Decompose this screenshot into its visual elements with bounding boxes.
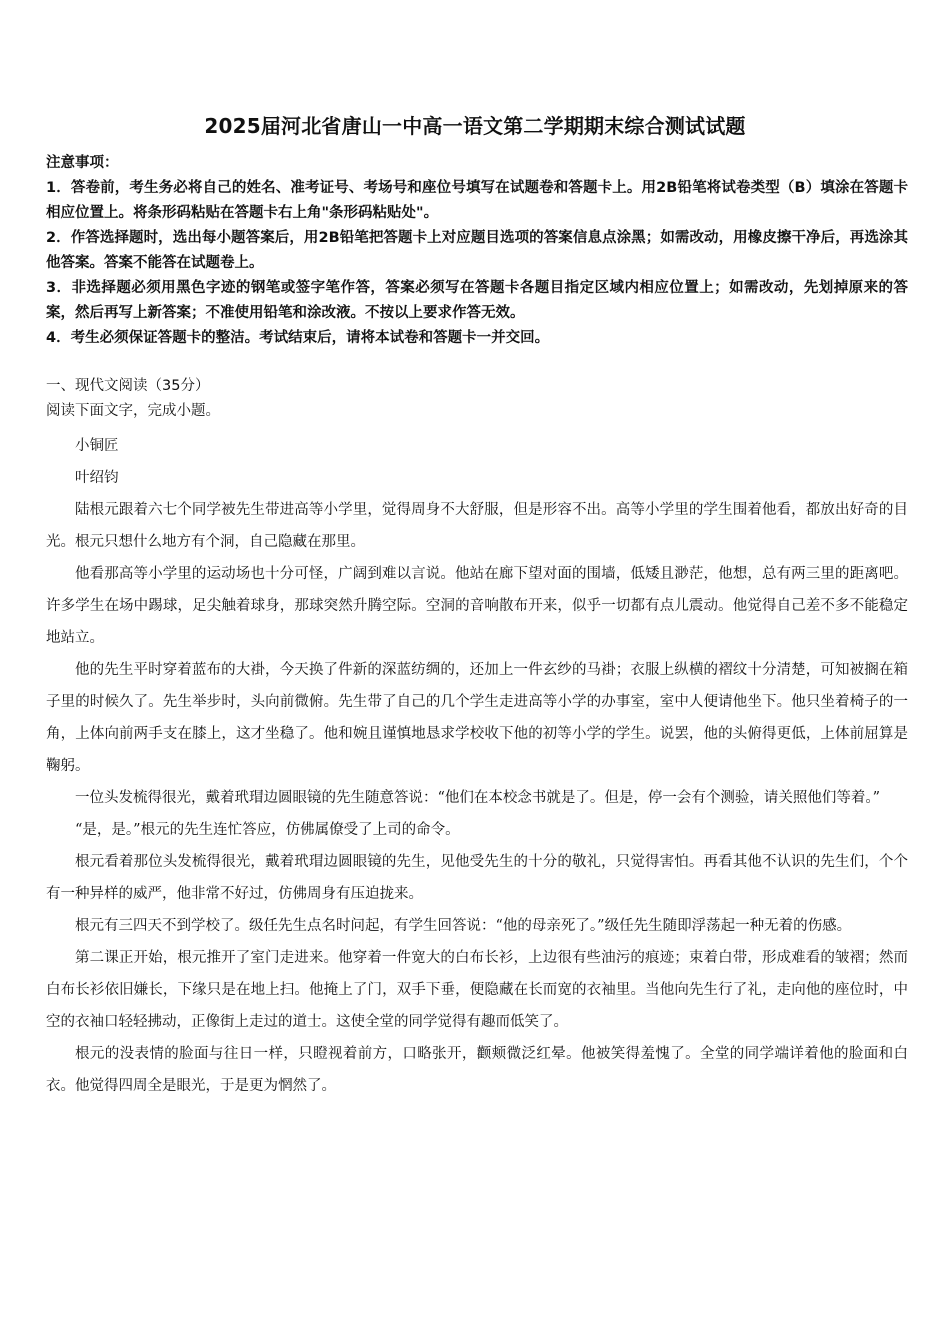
- passage-author: 叶绍钧: [75, 470, 119, 486]
- section-header: [46, 374, 908, 424]
- passage-paragraph: 第二课正开始，根元推开了室门走进来。他穿着一件宽大的白布长衫，上边很有些油污的痕迹；束着白带，形成难看的皱褶；然而白布长衫依旧嫌长，下缘只是在地上扫。他掩上了门，双手下垂，便隐藏在长而宽的衣袖里。当他向先生行了礼，走向他的座位时，中空的衣袖口轻轻拂动，正像街上走过的道士。这使全堂的同学觉得有趣而低笑了。: [46, 950, 908, 1030]
- notice-block: [46, 151, 908, 351]
- notice-item: 4．考生必须保证答题卡的整洁。考试结束后，请将本试卷和答题卡一并交回。: [46, 330, 550, 346]
- notice-item: 2．作答选择题时，选出每小题答案后，用2B铅笔把答题卡上对应题目选项的答案信息点涂黑；如需改动，用橡皮擦干净后，再选涂其他答案。答案不能答在试题卷上。: [46, 230, 908, 271]
- exam-title: 2025届河北省唐山一中高一语文第二学期期末综合测试试题: [204, 114, 746, 138]
- passage-paragraph: 他的先生平时穿着蓝布的大褂，今天换了件新的深蓝纺绸的，还加上一件玄纱的马褂；衣服上纵横的褶纹十分清楚，可知被搁在箱子里的时候久了。先生举步时，头向前微俯。先生带了自己的几个学生走进高等小学的办事室，室中人便请他坐下。他只坐着椅子的一角，上体向前两手支在膝上，这才坐稳了。他和婉且谨慎地恳求学校收下他的初等小学的学生。说罢，他的头俯得更低，上体前屈算是鞠躬。: [46, 662, 908, 774]
- passage-paragraph: 陆根元跟着六七个同学被先生带进高等小学里，觉得周身不大舒服，但是形容不出。高等小学里的学生围着他看，都放出好奇的目光。根元只想什么地方有个洞，自己隐藏在那里。: [46, 502, 908, 550]
- notice-item: 3．非选择题必须用黑色字迹的钢笔或签字笔作答，答案必须写在答题卡各题目指定区域内相应位置上；如需改动，先划掉原来的答案，然后再写上新答案；不准使用铅笔和涂改液。不按以上要求作答无效。: [46, 280, 908, 321]
- passage-paragraph: 根元的没表情的脸面与往日一样，只瞪视着前方，口略张开，颧颊微泛红晕。他被笑得羞愧了。全堂的同学端详着他的脸面和白衣。他觉得四周全是眼光，于是更为惘然了。: [46, 1046, 908, 1094]
- passage-paragraph: 一位头发梳得很光，戴着玳瑁边圆眼镜的先生随意答说：“他们在本校念书就是了。但是，停一会有个测验，请关照他们等着。”: [75, 790, 881, 806]
- passage-title: 小铜匠: [75, 438, 119, 454]
- passage-paragraph: “是，是。”根元的先生连忙答应，仿佛属僚受了上司的命令。: [75, 822, 460, 838]
- notice-heading: 注意事项：: [46, 155, 119, 171]
- notice-item: 1．答卷前，考生务必将自己的姓名、准考证号、考场号和座位号填写在试题卷和答题卡上。用2B铅笔将试卷类型（B）填涂在答题卡相应位置上。将条形码粘贴在答题卡右上角"条形码粘贴处"。: [46, 180, 908, 221]
- section-heading: 一、现代文阅读（35分）: [46, 378, 210, 394]
- passage-paragraph: 根元有三四天不到学校了。级任先生点名时问起，有学生回答说：“他的母亲死了。”级任先生随即浮荡起一种无着的伤感。: [75, 918, 852, 934]
- passage-paragraph: 根元看着那位头发梳得很光，戴着玳瑁边圆眼镜的先生，见他受先生的十分的敬礼，只觉得害怕。再看其他不认识的先生们，个个有一种异样的威严，他非常不好过，仿佛周身有压迫拢来。: [46, 854, 908, 902]
- reading-passage: [46, 430, 908, 1102]
- section-instruction: 阅读下面文字，完成小题。: [46, 403, 220, 419]
- passage-paragraph: 他看那高等小学里的运动场也十分可怪，广阔到难以言说。他站在廊下望对面的围墙，低矮且渺茫，他想，总有两三里的距离吧。许多学生在场中踢球，足尖触着球身，那球突然升腾空际。空洞的音响散布开来，似乎一切都有点儿震动。他觉得自己差不多不能稳定地站立。: [46, 566, 908, 646]
